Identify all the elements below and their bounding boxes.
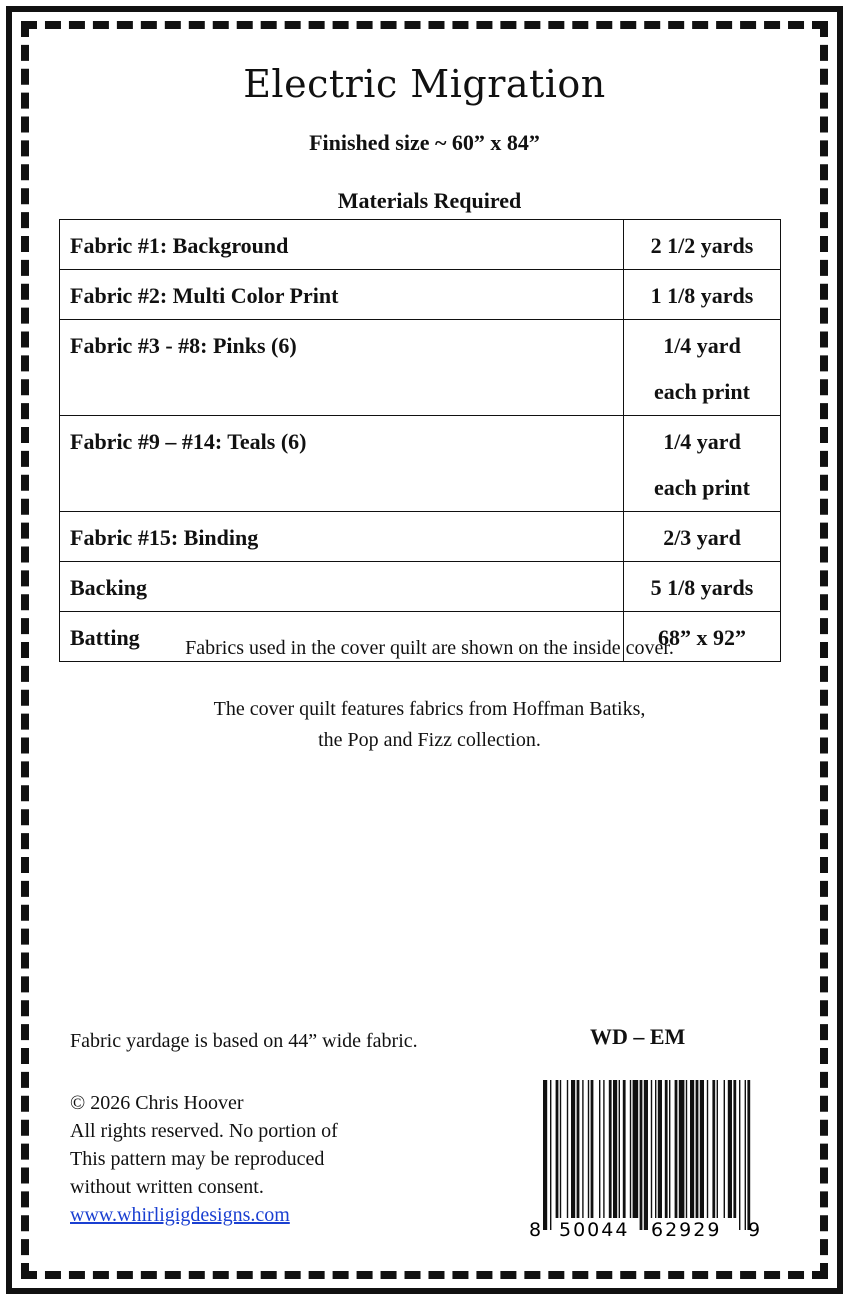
- table-row: [60, 416, 781, 512]
- barcode-bar: [658, 1080, 662, 1218]
- barcode-bar: [669, 1080, 670, 1218]
- table-row: [60, 320, 781, 416]
- barcode-bar: [651, 1080, 652, 1218]
- barcode-bar: [577, 1080, 580, 1218]
- quantity-line: each print: [654, 475, 750, 500]
- barcode-bar: [690, 1080, 694, 1218]
- barcode-bar: [728, 1080, 732, 1218]
- material-name: Backing: [60, 562, 624, 612]
- table-row: [60, 220, 781, 270]
- yardage-note: Fabric yardage is based on 44” wide fabric.: [70, 1030, 418, 1052]
- barcode-bar: [588, 1080, 589, 1218]
- barcode-bar: [609, 1080, 612, 1218]
- barcode-bar: [717, 1080, 718, 1218]
- barcode: [527, 1080, 767, 1240]
- barcode-bar: [747, 1080, 750, 1230]
- materials-heading: Materials Required: [337, 188, 522, 213]
- material-quantity: 2 1/2 yards: [624, 220, 781, 270]
- barcode-bar: [582, 1080, 583, 1218]
- barcode-bar: [724, 1080, 725, 1218]
- barcode-bar: [603, 1080, 604, 1218]
- quantity-line: 1/4 yard: [663, 333, 741, 358]
- barcode-bar: [591, 1080, 594, 1218]
- material-name: Fabric #1: Background: [60, 220, 624, 270]
- barcode-bar: [619, 1080, 620, 1218]
- barcode-digits-group1: 50044: [559, 1219, 630, 1240]
- pattern-title: Electric Migration: [243, 62, 606, 106]
- barcode-bar: [571, 1080, 575, 1218]
- barcode-bar: [640, 1080, 643, 1230]
- barcode-bar: [696, 1080, 699, 1218]
- table-row: [60, 562, 781, 612]
- barcode-digit-right: 9: [748, 1219, 761, 1240]
- finished-size: Finished size ~ 60” x 84”: [309, 130, 540, 155]
- material-name: Batting: [60, 612, 624, 662]
- material-quantity: 5 1/8 yards: [624, 562, 781, 612]
- material-quantity: 68” x 92”: [624, 612, 781, 662]
- rights-line: All rights reserved. No portion of: [70, 1120, 338, 1142]
- cover-fabrics-note: Fabrics used in the cover quilt are shown on the inside cover.: [185, 637, 674, 659]
- material-name: Fabric #15: Binding: [60, 512, 624, 562]
- hoffman-note-line2: the Pop and Fizz collection.: [318, 729, 541, 751]
- hoffman-note-line1: The cover quilt features fabrics from Hoffman Batiks,: [213, 698, 646, 720]
- barcode-bar: [712, 1080, 715, 1218]
- barcode-bar: [675, 1080, 678, 1218]
- rights-line: without written consent.: [70, 1176, 264, 1198]
- barcode-bar: [733, 1080, 736, 1218]
- material-quantity: [624, 320, 781, 416]
- copyright-line: © 2026 Chris Hoover: [70, 1092, 244, 1114]
- quantity-line: 1/4 yard: [663, 429, 741, 454]
- copyright-block: [70, 1089, 338, 1229]
- barcode-bar: [679, 1080, 685, 1218]
- barcode-bar: [543, 1080, 547, 1230]
- barcode-bar: [630, 1080, 631, 1218]
- pattern-code: WD – EM: [590, 1024, 686, 1049]
- barcode-bar: [550, 1080, 551, 1230]
- barcode-bar: [707, 1080, 708, 1218]
- material-quantity: [624, 416, 781, 512]
- material-quantity: 2/3 yard: [624, 512, 781, 562]
- quantity-line: each print: [654, 379, 750, 404]
- barcode-bar: [613, 1080, 617, 1218]
- table-row: [60, 512, 781, 562]
- barcode-bar: [567, 1080, 568, 1218]
- material-quantity: 1 1/8 yards: [624, 270, 781, 320]
- material-name: Fabric #2: Multi Color Print: [60, 270, 624, 320]
- material-name: Fabric #3 - #8: Pinks (6): [60, 320, 624, 416]
- rights-line: This pattern may be reproduced: [70, 1148, 325, 1170]
- barcode-bar: [644, 1080, 648, 1230]
- barcode-bar: [665, 1080, 668, 1218]
- barcode-bar: [700, 1080, 704, 1218]
- barcode-bar: [599, 1080, 600, 1218]
- barcode-bar: [623, 1080, 626, 1218]
- barcode-digit-left: 8: [529, 1219, 542, 1240]
- barcode-bar: [739, 1080, 740, 1230]
- barcode-bar: [560, 1080, 561, 1218]
- barcode-digits-group2: 62929: [651, 1219, 722, 1240]
- barcode-bar: [686, 1080, 687, 1218]
- barcode-bar: [556, 1080, 559, 1218]
- website-link[interactable]: www.whirligigdesigns.com: [70, 1204, 290, 1226]
- material-name: Fabric #9 – #14: Teals (6): [60, 416, 624, 512]
- barcode-bar: [745, 1080, 746, 1230]
- barcode-bar: [655, 1080, 656, 1218]
- materials-table: [59, 219, 781, 662]
- table-row: [60, 270, 781, 320]
- barcode-bars: [543, 1080, 750, 1230]
- barcode-bar: [633, 1080, 639, 1218]
